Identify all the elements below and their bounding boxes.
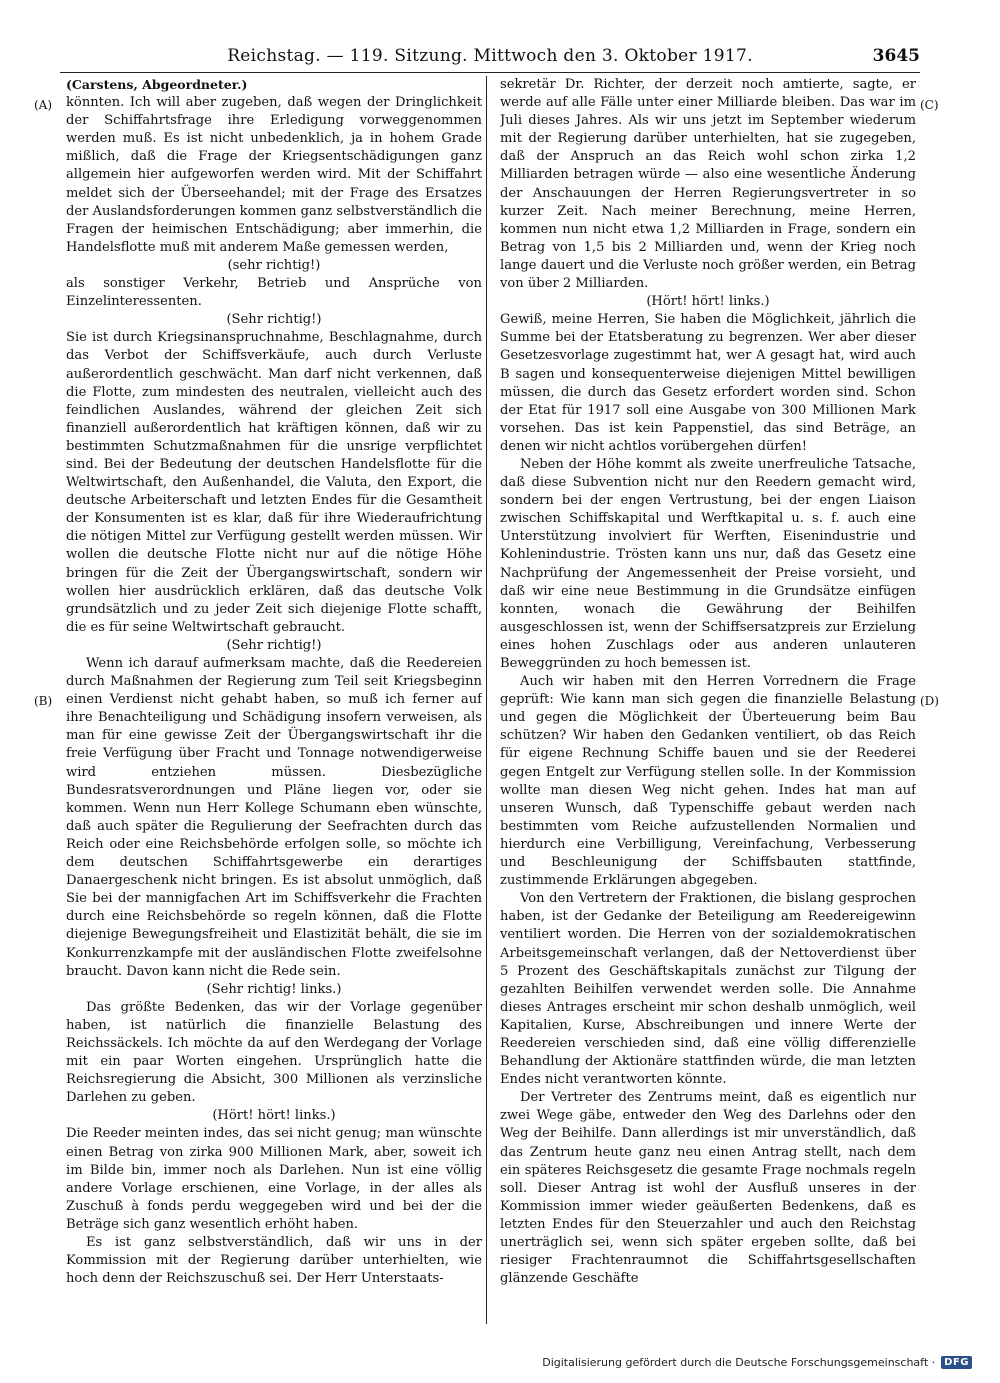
paragraph: Auch wir haben mit den Herren Vorrednern die Frage geprüft: Wie kann man sich gegen die finanzielle Belastung und gegen die Möglichkeit der Überteuerung beim Bau schützen? Wir haben den Gedanken ventiliert, ob das Reich für eigene Rechnung Schiffe bauen und sie der Reederei gegen Entgelt zur Verfügung stellen solle. In der Kommission wollte man diesen Weg nicht gehen. Indes hat man auf unseren Wunsch, daß Typenschiffe gebaut werden nach bestimmten vom Reiche aufzustellenden Normalien und hierdurch eine Verbilligung, Vereinfachung, Verbesserung und Beschleunigung der Schiffsbauten stattfinde, zustimmende Erklärungen abgegeben. <box>500 674 916 889</box>
paragraph: sekretär Dr. Richter, der derzeit noch amtierte, sagte, er werde auf alle Fälle unter einer Milliarde bleiben. Das war im Juli dieses Jahres. Als wir uns jetzt im September wiederum mit der Regierung darüber unterhielten, hat sie zugegeben, daß der Anspruch an das Reich wohl schon zirka 1,2 Milliarden betragen würde — also eine wesentliche Änderung der Anschauungen der Herren Regierungsvertreter in so kurzer Zeit. Nach meiner Berechnung, meine Herren, kommen nun nicht etwa 1,2 Milliarden in Frage, sondern ein Betrag von 1,5 bis 2 Milliarden und, wenn der Krieg noch lange dauert und die Verluste noch größer werden, ein Betrag von über 2 Milliarden. <box>500 77 916 292</box>
paragraph: Von den Vertretern der Fraktionen, die bislang gesprochen haben, ist der Gedanke der Beteiligung am Reedereigewinn ventiliert worden. Die Herren von der sozialdemokratischen Arbeitsgemeinschaft verlangen, daß der Nettoverdienst über 5 Prozent des Geschäftskapitals zunächst zur Tilgung der gezahlten Beihilfen verwendet werden solle. Die Annahme dieses Antrages erscheint mir schon deshalb unmöglich, weil Kapitalien, Kurse, Abschreibungen und innere Werte der Reedereien verschieden sind, daß eine völlig differenzielle Behandlung der Aktionäre stattfinden würde, die man letzten Endes nicht verantworten könnte. <box>500 891 916 1088</box>
interjection: (Sehr richtig! links.) <box>206 981 342 997</box>
paragraph: Wenn ich darauf aufmerksam machte, daß die Reedereien durch Maßnahmen der Regierung zum Teil seit Kriegsbeginn einen Verdienst nicht gehabt haben, so muß ich ferner auf ihre Benachteiligung und Schädigung insofern verweisen, als man für eine gewisse Zeit der Übergangswirtschaft ihr die freie Verfügung über Fracht und Tonnage notwendigerweise wird entziehen müssen. Diesbezügliche Bundesratsverordnungen und Pläne liegen vor, oder sie kommen. Wenn nun Herr Kollege Schumann eben wünschte, daß auch später die Regulierung der Seefrachten durch das Reich oder eine Reichsbehörde erfolgen solle, so möchte ich dem deutschen Schiffahrtsgewerbe ein derartiges Danaergeschenk nicht bringen. Es ist absolut unmöglich, daß Sie bei der mannigfachen Art im Schiffsverkehr die Frachten durch eine Reichsbehörde so regeln können, daß die Flotte diejenige Bewegungsfreiheit und Elastizität behält, die sie im Konkurrenzkampfe mit der ausländischen Flotte zweifelsohne braucht. Davon kann nicht die Rede sein. <box>66 656 482 979</box>
interjection: (Sehr richtig!) <box>226 637 322 653</box>
speaker-label: (Carstens, Abgeordneter.) <box>66 77 248 92</box>
page-header <box>60 46 920 73</box>
paragraph: Der Vertreter des Zentrums meint, daß es eigentlich nur zwei Wege gäbe, entweder den Weg des Darlehns oder den Weg der Beihilfe. Dann allerdings ist mir unverständlich, daß das Zentrum heute ganz neu einen Antrag stellt, nach dem ein späteres Reichsgesetz die gesamte Frage nochmals regeln soll. Dieser Antrag ist wohl der Ausfluß unseres in der Kommission immer wieder geäußerten Bedenkens, daß es letzten Endes für den Steuerzahler und auch den Reichstag unerträglich sei, wenn sich später ergeben sollte, daß bei riesiger Frachtenraumnot die Schiffahrtsgesellschaften glänzende Geschäfte <box>500 1090 916 1287</box>
page-footer <box>542 1356 972 1369</box>
margin-marker-a: (A) <box>34 98 53 112</box>
interjection: (Sehr richtig!) <box>226 312 322 328</box>
paragraph: Die Reeder meinten indes, das sei nicht genug; man wünschte einen Betrag von zirka 900 Millionen Mark, aber, soweit ich im Bilde bin, immer noch als Darlehen. Nun ist eine völlig andere Vorlage erschienen, eine Vorlage, in der alles als Zuschuß à fonds perdu weggegeben wird und bei der die Beträge sich ganz wesentlich erhöht haben. <box>66 1126 482 1232</box>
footer-credit: Digitalisierung gefördert durch die Deutsche Forschungsgemeinschaft · <box>542 1356 936 1369</box>
paragraph: Gewiß, meine Herren, Sie haben die Möglichkeit, jährlich die Summe bei der Etatsberatung zu begrenzen. Wer aber dieser Gesetzesvorlage zugestimmt hat, wer A gesagt hat, wird auch B sagen und konsequenterweise diejenigen Mittel bewilligen müssen, die durch das Gesetz erfordert worden sind. Schon der Etat für 1917 soll eine Ausgabe von 300 Millionen Mark vorsehen. Das ist kein Pappenstiel, das sind Beträge, an denen wir nicht achtlos vorübergehen dürfen! <box>500 312 916 454</box>
dfg-logo-icon[interactable]: DFG <box>941 1356 972 1369</box>
running-title: Reichstag. — 119. Sitzung. Mittwoch den 3. Oktober 1917. <box>227 46 753 66</box>
interjection: (Hört! hört! links.) <box>646 294 770 310</box>
paragraph: Sie ist durch Kriegsinanspruchnahme, Beschlagnahme, durch das Verbot der Schiffsverkäufe, auch durch Verluste außerordentlich geschwächt. Man darf nicht verkennen, daß die Flotte, zum mindesten des neutralen, vielleicht auch des feindlichen Auslandes, während der gleichen Zeit sich finanziell außerordentlich hat kräftigen können, daß wir zu bestimmten Schutzmaßnahmen für die unsrige verpflichtet sind. Bei der Bedeutung der deutschen Handelsflotte für die Weltwirtschaft, den Außenhandel, die Valuta, den Export, die deutsche Arbeiterschaft und letzten Endes für die Gesamtheit der Konsumenten ist es klar, daß für ihre Wiederaufrichtung die nötigen Mittel zur Verfügung gestellt werden müssen. Wir wollen die deutsche Flotte nicht nur auf die nötige Höhe bringen für die Zeit der Übergangswirtschaft, sondern wir wollen hier ausdrücklich erklären, daß das deutsche Volk grundsätzlich und zu jeder Zeit sich diejenige Flotte schafft, die es für seine Weltwirtschaft gebraucht. <box>66 330 482 635</box>
margin-marker-d: (D) <box>920 694 939 708</box>
interjection: (sehr richtig!) <box>227 257 321 273</box>
right-column <box>500 76 916 1324</box>
margin-marker-b: (B) <box>34 694 53 708</box>
column-divider <box>486 76 487 1324</box>
left-column <box>66 76 482 1324</box>
paragraph: könnten. Ich will aber zugeben, daß wegen der Dringlichkeit der Schiffahrtsfrage ihre Erledigung vorweggenommen werden muß. Es ist nicht unbedenklich, ja in hohem Grade mißlich, daß die Frage der Kriegsentschädigungen ganz allgemein hier aufgeworfen werden wird. Mit der Schiffahrt meldet sich der Überseehandel; mit der Frage des Ersatzes der Auslandsforderungen kommen ganz selbstverständlich die Fragen der heimischen Entschädigung; aber immerhin, die Handelsflotte muß mit anderem Maße gemessen werden, <box>66 95 482 255</box>
paragraph: Neben der Höhe kommt als zweite unerfreuliche Tatsache, daß diese Subvention nicht nur den Reedern gemacht wird, sondern bei der engen Vertrustung, bei der engen Liaison zwischen Schiffskapital und Werftkapital u. s. f. auch eine Unterstützung involviert für Werften, Eisenindustrie und Kohlenindustrie. Trösten kann uns nur, daß das Gesetz eine Nachprüfung der Angemessenheit der Preise vorsieht, und daß wir eine neue Bestimmung in die Grundsätze einfügen konnten, wonach die Gewährung der Beihilfen ausgeschlossen ist, wenn der Schiffsersatzpreis zur Erzielung eines hohen Zuschlags oder aus anderen unlauteren Beweggründen zu hoch bemessen ist. <box>500 456 916 671</box>
paragraph: Es ist ganz selbstverständlich, daß wir uns in der Kommission mit der Regierung darüber unterhielten, wie hoch denn der Reichszuschuß sei. Der Herr Unterstaats- <box>66 1235 482 1287</box>
margin-marker-c: (C) <box>920 98 939 112</box>
interjection: (Hört! hört! links.) <box>212 1108 336 1124</box>
paragraph: als sonstiger Verkehr, Betrieb und Ansprüche von Einzelinteressenten. <box>66 276 482 310</box>
page-number: 3645 <box>872 46 920 66</box>
paragraph: Das größte Bedenken, das wir der Vorlage gegenüber haben, ist natürlich die finanzielle Belastung des Reichssäckels. Ich möchte da auf den Werdegang der Vorlage mit ein paar Worten eingehen. Ursprünglich hatte die Reichsregierung die Absicht, 300 Millionen als verzinsliche Darlehen zu geben. <box>66 999 482 1106</box>
